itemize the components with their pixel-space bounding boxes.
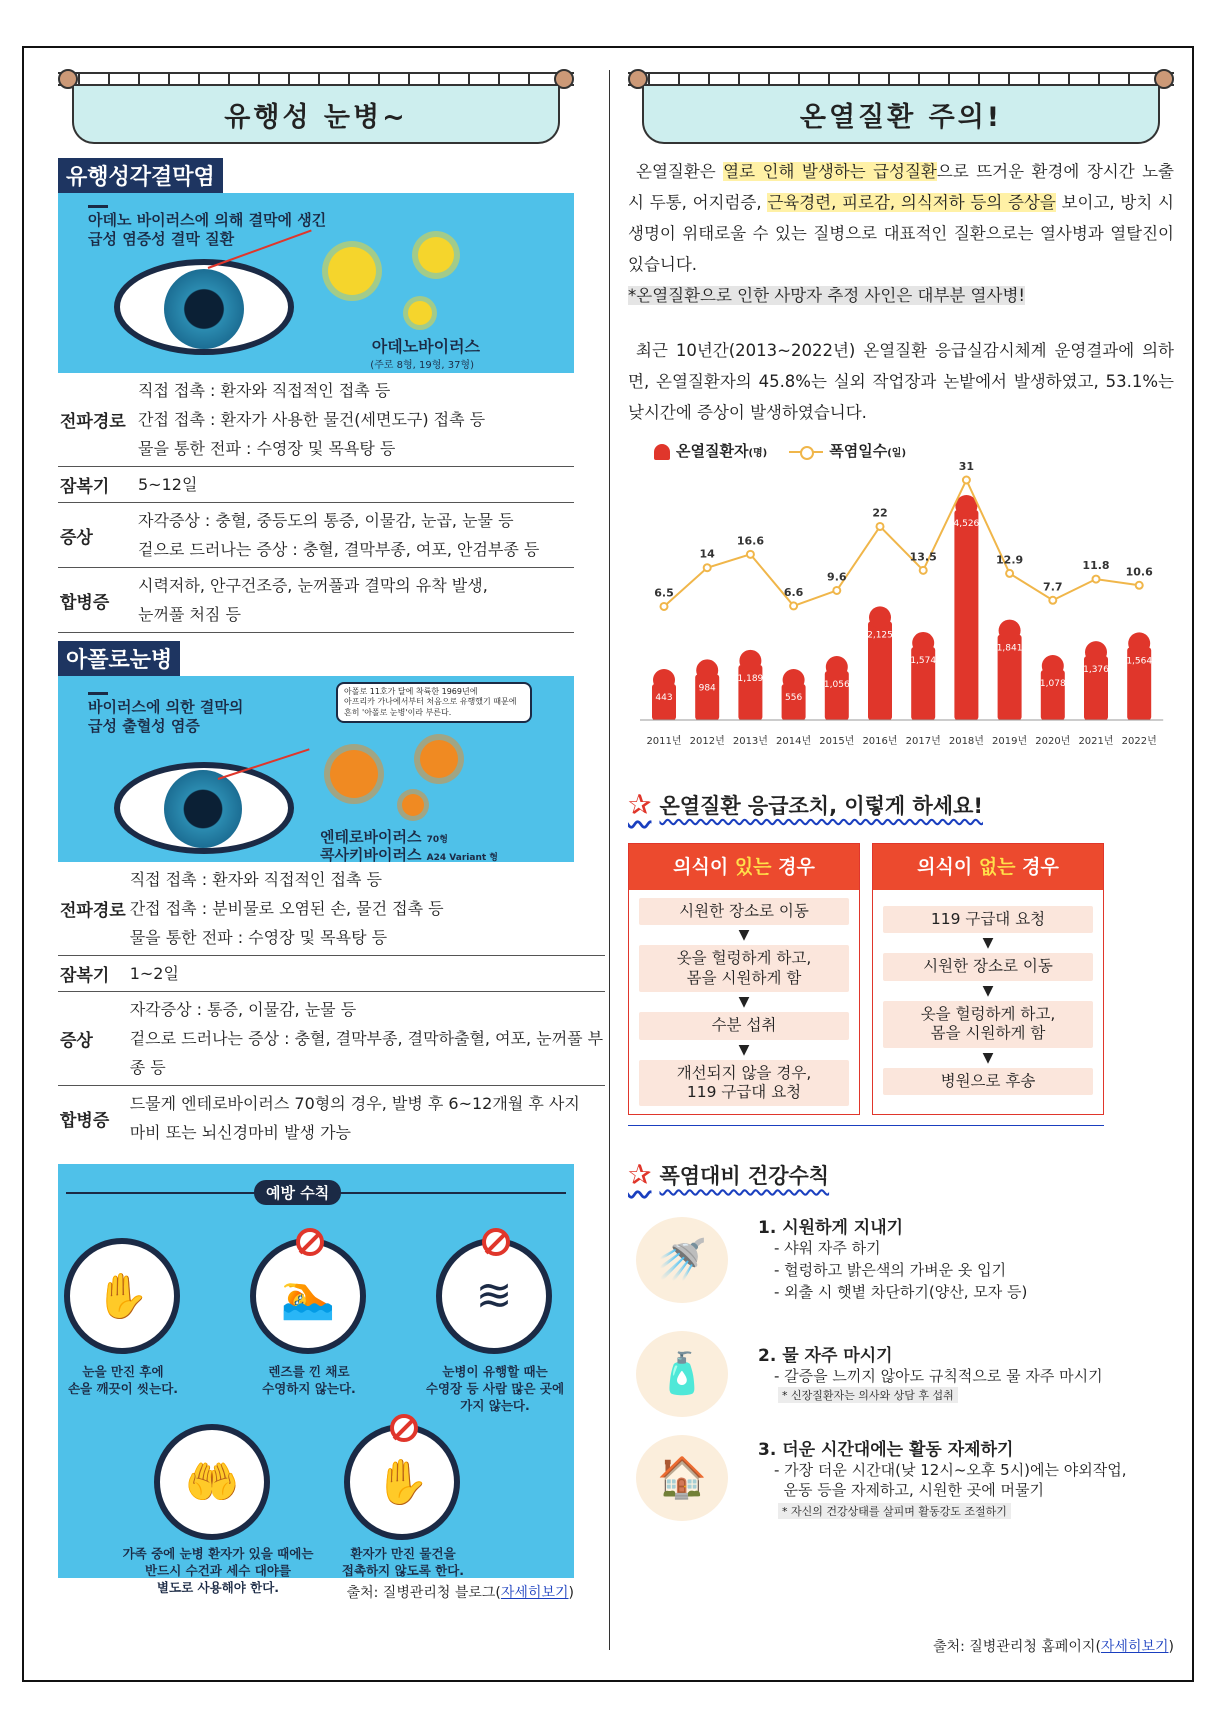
tips-heading: ✰ 폭염대비 건강수칙 <box>628 1158 830 1192</box>
eye-icon <box>114 762 294 854</box>
disease-table <box>58 373 574 633</box>
banner-title: 온열질환 주의! <box>799 101 1003 133</box>
line-label: 16.6 <box>736 534 764 548</box>
row-line: 자각증상 : 통증, 이물감, 눈물 등 <box>129 1000 357 1019</box>
column-divider <box>609 70 610 1650</box>
line-point <box>747 551 754 558</box>
bar-head <box>739 650 761 672</box>
disease-table <box>58 862 605 1150</box>
star-icon: ✰ <box>628 1158 652 1192</box>
row-key: 증상 <box>58 503 136 568</box>
tip-title: 1. 시원하게 지내기 <box>758 1218 904 1239</box>
no-swim-icon: 🏊 <box>250 1238 366 1354</box>
x-tick-label: 2017년 <box>905 736 941 747</box>
bar-label: 556 <box>785 693 803 703</box>
prevention-caption: 눈을 만진 후에 손을 깨끗이 씻는다. <box>67 1364 179 1396</box>
panel-steps <box>629 890 859 1114</box>
first-aid-panels <box>628 843 1174 1115</box>
x-tick-label: 2020년 <box>1035 736 1071 747</box>
prevention-title: 예방 수칙 <box>254 1180 341 1205</box>
step: 병원으로 후송 <box>883 1068 1093 1095</box>
tip-line: - 외출 시 햇볕 차단하기(양산, 모자 등) <box>774 1283 1028 1302</box>
bar-label: 443 <box>655 693 673 703</box>
bar-head <box>1085 641 1107 663</box>
row-line: 겉으로 드러나는 증상 : 충혈, 결막부종, 여포, 안검부종 등 <box>138 540 540 559</box>
source-line: 출처: 질병관리청 블로그(자세히보기) <box>346 1585 574 1601</box>
bar-label: 1,078 <box>1039 678 1066 689</box>
virus-icon <box>330 750 378 798</box>
row-key: 합병증 <box>60 1110 110 1131</box>
tips-list <box>628 1213 1174 1527</box>
right-banner <box>628 66 1174 148</box>
tip-item <box>628 1213 1174 1309</box>
legend-patients: 온열질환자(명) <box>654 440 767 461</box>
tip-note: * 신장질환자는 의사와 상담 후 섭취 <box>778 1387 958 1403</box>
virus-icon <box>420 740 458 778</box>
line-label: 14 <box>699 547 715 561</box>
panel-steps <box>873 890 1103 1103</box>
virus-icon <box>402 794 424 816</box>
line-label: 6.6 <box>783 585 804 599</box>
bar-head <box>1042 655 1064 677</box>
row-line: 자각증상 : 충혈, 중등도의 통증, 이물감, 눈곱, 눈물 등 <box>138 511 514 530</box>
x-tick-label: 2021년 <box>1078 736 1114 747</box>
left-column <box>58 66 604 1602</box>
banner-rod <box>628 72 1174 86</box>
step: 시원한 장소로 이동 <box>639 898 849 925</box>
virus-name: 아데노바이러스 <box>371 337 480 356</box>
line-point <box>790 602 797 609</box>
row-line: 직접 접촉 : 환자와 직접적인 접촉 등 <box>129 870 382 889</box>
prevention-caption: 눈병이 유행할 때는 수영장 등 사람 많은 곳에 가지 않는다. <box>425 1364 565 1413</box>
adeno-infographic <box>58 193 574 373</box>
arrow-down-icon: ▼ <box>738 994 750 1011</box>
note-line: *온열질환으로 인한 사망자 추정 사인은 대부분 열사병! <box>628 286 1025 305</box>
source-link[interactable]: 자세히보기 <box>500 1585 569 1601</box>
arrow-down-icon: ▼ <box>738 927 750 944</box>
virus-icon <box>408 301 432 325</box>
row-line: 물을 통한 전파 : 수영장 및 목욕탕 등 <box>138 439 396 458</box>
x-tick-label: 2018년 <box>948 736 984 747</box>
tip-note: * 자신의 건강상태를 살피며 활동강도 조절하기 <box>778 1503 1011 1519</box>
row-key: 합병증 <box>58 568 136 633</box>
arrow-down-icon: ▼ <box>982 935 994 952</box>
bar-head <box>696 659 718 681</box>
virus-icon <box>328 247 376 295</box>
shower-icon: 🚿 <box>636 1217 728 1303</box>
prevention-caption: 렌즈를 낀 채로 수영하지 않는다. <box>262 1364 356 1396</box>
virus-icon <box>418 237 454 273</box>
x-tick-label: 2012년 <box>689 736 725 747</box>
tip-line: - 헐렁하고 밝은색의 가벼운 옷 입기 <box>774 1261 1007 1280</box>
section-epidemic-keratoconjunctivitis <box>58 158 574 633</box>
bar-head <box>826 656 848 678</box>
line-label: 13.5 <box>909 550 937 564</box>
apollo-note: 아폴로 11호가 달에 착륙한 1969년에 아프리카 가나에서부터 처음으로 유행했기 때문에 흔히 '아폴로 눈병'이라 부른다. <box>336 682 532 723</box>
banner-scroll <box>642 86 1160 144</box>
row-key: 잠복기 <box>58 956 128 992</box>
bar-label: 2,125 <box>867 630 893 641</box>
banner-rod <box>58 72 574 86</box>
first-aid-heading: ✰ 온열질환 응급조치, 이렇게 하세요! <box>628 788 983 821</box>
line-label: 10.6 <box>1125 565 1153 579</box>
hand-wash-icon: ✋ <box>64 1238 180 1354</box>
line-series <box>664 480 1139 606</box>
tip-title: 2. 물 자주 마시기 <box>758 1346 893 1367</box>
step: 개선되지 않을 경우, 119 구급대 요청 <box>639 1060 849 1107</box>
bar-head <box>869 606 891 628</box>
banner-title: 유행성 눈병~ <box>224 101 408 133</box>
virus-subtype: (주로 8형, 19형, 37형) <box>370 360 474 371</box>
left-banner <box>58 66 574 148</box>
bar-label: 1,564 <box>1126 656 1153 667</box>
bar-head <box>912 632 934 654</box>
line-label: 9.6 <box>827 570 847 584</box>
section-apollo <box>58 641 604 1150</box>
unconscious-panel <box>872 843 1104 1115</box>
line-point <box>1093 576 1100 583</box>
step: 119 구급대 요청 <box>883 906 1093 933</box>
line-point <box>661 603 668 610</box>
x-tick-label: 2022년 <box>1121 736 1157 747</box>
row-line: 5~12일 <box>138 475 198 494</box>
line-point <box>920 567 927 574</box>
line-label: 12.9 <box>996 553 1024 567</box>
bar-label: 1,056 <box>823 680 850 691</box>
tip-item <box>628 1327 1174 1413</box>
bar-head <box>783 669 805 691</box>
virus-name: 콕사키바이러스 A24 Variant 형 <box>320 846 498 862</box>
line-point <box>833 587 840 594</box>
tip-line: - 갈증을 느끼지 않아도 규칙적으로 물 자주 마시기 <box>774 1367 1103 1386</box>
virus-name: 엔테로바이러스 70형 <box>320 828 448 846</box>
bar-head <box>1128 632 1150 654</box>
bar-label: 1,189 <box>737 673 764 684</box>
line-point <box>1136 582 1143 589</box>
apollo-infographic <box>58 676 574 862</box>
source-line: 출처: 질병관리청 홈페이지(자세히보기) <box>933 1639 1174 1655</box>
x-tick-label: 2015년 <box>819 736 855 747</box>
row-line: 직접 접촉 : 환자와 직접적인 접촉 등 <box>138 381 391 400</box>
panel-header: 의식이 있는 경우 <box>629 844 859 890</box>
section-tag: 아폴로눈병 <box>58 641 180 676</box>
no-pool-icon: ≋ <box>436 1238 552 1354</box>
line-label: 22 <box>872 506 888 520</box>
line-point <box>704 564 711 571</box>
x-tick-label: 2016년 <box>862 736 898 747</box>
panel-header: 의식이 없는 경우 <box>873 844 1103 890</box>
bar-head <box>999 620 1021 642</box>
x-tick-label: 2014년 <box>776 736 812 747</box>
tip-line: 운동 등을 자제하고, 시원한 곳에 머물기 <box>774 1481 1044 1500</box>
tip-line: - 샤워 자주 하기 <box>774 1239 881 1258</box>
conscious-panel <box>628 843 860 1115</box>
row-line: 종 등 <box>129 1058 166 1077</box>
legend-heatdays: 폭염일수(일) <box>789 440 906 461</box>
divider <box>628 1125 1104 1126</box>
bar <box>825 671 849 720</box>
bar <box>1041 670 1065 720</box>
bar-label: 1,574 <box>910 655 937 666</box>
bar-label: 984 <box>698 683 716 694</box>
no-touch-icon: ✋ <box>344 1424 460 1540</box>
row-line: 겉으로 드러나는 증상 : 충혈, 결막부종, 결막하출혈, 여포, 눈꺼풀 부 <box>129 1029 604 1048</box>
step: 옷을 헐렁하게 하고, 몸을 시원하게 함 <box>639 945 849 992</box>
stats-paragraph: 최근 10년간(2013~2022년) 온열질환 응급실감시체계 운영결과에 의하면, 온열질환자의 45.8%는 실외 작업장과 논밭에서 발생하였고, 53.1%는 낮시간에 증상이 발생하였습니다. <box>628 341 1174 422</box>
bar <box>954 510 978 720</box>
tip-item <box>628 1431 1174 1527</box>
line-label: 11.8 <box>1082 559 1110 573</box>
row-key: 증상 <box>58 992 128 1086</box>
info-title: 바이러스에 의한 결막의 급성 출혈성 염증 <box>88 692 243 736</box>
x-tick-label: 2013년 <box>732 736 768 747</box>
house-sun-icon: 🏠 <box>636 1435 728 1521</box>
bar-head <box>653 669 675 691</box>
arrow-down-icon: ▼ <box>982 982 994 999</box>
x-tick-label: 2011년 <box>646 736 682 747</box>
arrow-down-icon: ▼ <box>982 1049 994 1066</box>
row-line: 눈꺼풀 처짐 등 <box>138 605 241 624</box>
x-tick-label: 2019년 <box>992 736 1028 747</box>
line-label: 6.5 <box>654 586 674 600</box>
row-line: 마비 또는 뇌신경마비 발생 가능 <box>129 1123 351 1142</box>
banner-scroll <box>72 86 560 144</box>
row-line: 시력저하, 안구건조증, 눈꺼풀과 결막의 유착 발생, <box>138 576 488 595</box>
row-key: 잠복기 <box>58 467 136 503</box>
star-icon: ✰ <box>628 788 652 821</box>
line-point <box>1006 570 1013 577</box>
step: 수분 섭취 <box>639 1012 849 1039</box>
heat-chart <box>628 440 1174 770</box>
line-point <box>877 523 884 530</box>
prevention-caption: 가족 중에 눈병 환자가 있을 때에는 반드시 수건과 세수 대야를 별도로 사용해야 한다. <box>122 1546 314 1595</box>
line-label: 7.7 <box>1043 580 1063 594</box>
tip-title: 3. 더운 시간대에는 활동 자제하기 <box>758 1440 1014 1461</box>
row-line: 물을 통한 전파 : 수영장 및 목욕탕 등 <box>129 928 388 947</box>
row-line: 간접 접촉 : 분비물로 오염된 손, 물건 접촉 등 <box>129 899 444 918</box>
step: 시원한 장소로 이동 <box>883 953 1093 980</box>
eye-icon <box>114 259 294 355</box>
chart-svg <box>628 440 1174 770</box>
row-line: 드물게 엔테로바이러스 70형의 경우, 발병 후 6~12개월 후 사지 <box>129 1094 580 1113</box>
row-line: 간접 접촉 : 환자가 사용한 물건(세면도구) 접촉 등 <box>138 410 486 429</box>
right-column <box>628 66 1174 1655</box>
row-key: 전파경로 <box>58 373 136 467</box>
bar-label: 4,526 <box>953 519 980 529</box>
source-link[interactable]: 자세히보기 <box>1100 1639 1169 1655</box>
intro-paragraph: 온열질환은 열로 인해 발생하는 급성질환으로 뜨거운 환경에 장시간 노출 시 두통, 어지럼증, 근육경련, 피로감, 의식저하 등의 증상을 보이고, 방치 시 생명이 위태로울 수 있는 질병으로 대표적인 질환으로는 열사병과 열탈진이 있습니다. <box>628 162 1174 274</box>
info-title: 아데노 바이러스에 의해 결막에 생긴 급성 염증성 결막 질환 <box>88 205 326 249</box>
line-point <box>1049 597 1056 604</box>
section-tag: 유행성각결막염 <box>58 158 223 193</box>
bar-label: 1,376 <box>1083 665 1109 676</box>
line-point <box>963 477 970 484</box>
line-label: 31 <box>958 460 975 473</box>
bar-label: 1,841 <box>996 643 1023 654</box>
step: 옷을 헐렁하게 하고, 몸을 시원하게 함 <box>883 1001 1093 1048</box>
tip-line: - 가장 더운 시간대(낮 12시~오후 5시)에는 야외작업, <box>774 1461 1127 1480</box>
row-line: 1~2일 <box>129 964 179 983</box>
towel-icon: 🤲 <box>154 1424 270 1540</box>
arrow-down-icon: ▼ <box>738 1041 750 1058</box>
water-bottle-icon: 🧴 <box>636 1331 728 1417</box>
prevention-caption: 환자가 만진 물건을 접촉하지 않도록 한다. <box>341 1546 465 1578</box>
row-key: 전파경로 <box>58 862 128 956</box>
